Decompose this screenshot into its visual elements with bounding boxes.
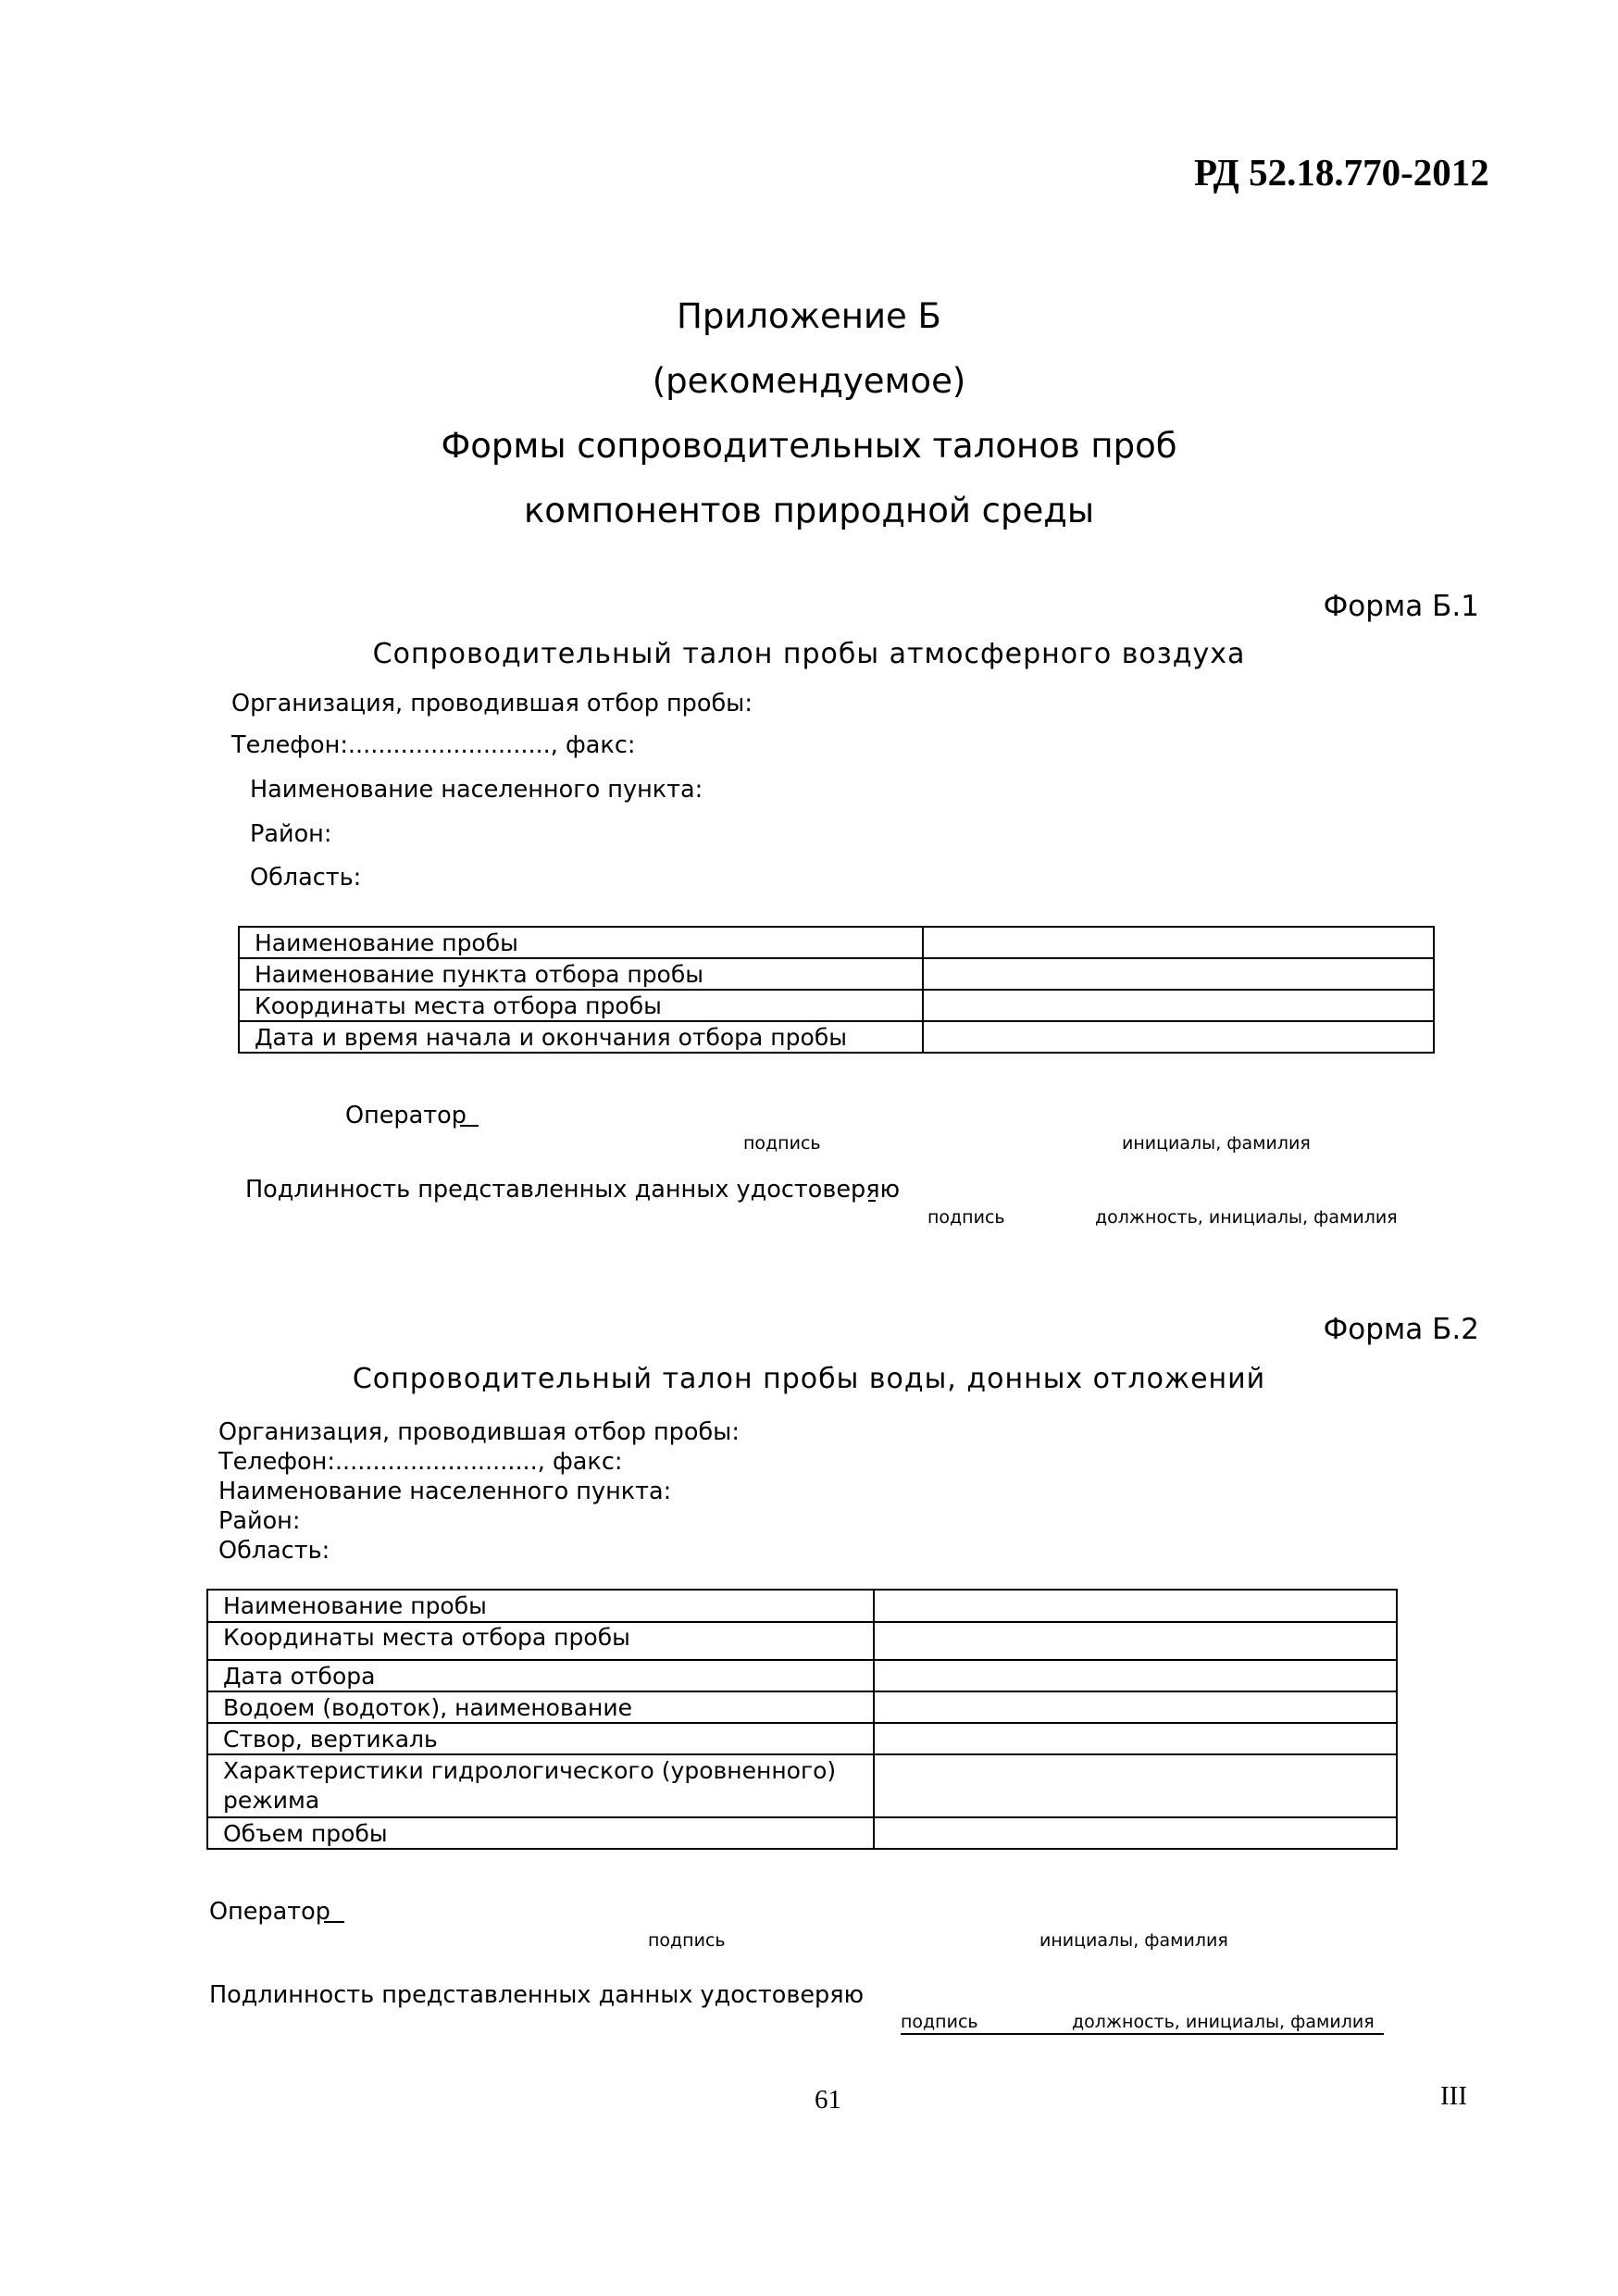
form2-phone-label: Телефон:..........................., факс:: [218, 1448, 623, 1476]
appendix-subtitle: (рекомендуемое): [652, 361, 966, 401]
form2-label: Форма Б.2: [1323, 1313, 1479, 1346]
form2-row-value[interactable]: [874, 1817, 1397, 1849]
form1-operator-line: [460, 1125, 479, 1127]
form2-row-value[interactable]: [874, 1691, 1397, 1723]
form1-certify-label: Подлинность представленных данных удостоверяю: [245, 1176, 901, 1204]
form2-row-value[interactable]: [874, 1754, 1397, 1817]
form2-operator-label: Оператор: [209, 1898, 330, 1926]
document-code: РД 52.18.770-2012: [1194, 151, 1489, 193]
table-row: [207, 1817, 1397, 1849]
form2-row-label: Створ, вертикаль: [207, 1723, 874, 1754]
form1-row-label: Наименование пробы: [239, 927, 923, 958]
table-row: [239, 958, 1434, 990]
form1-settlement-label: Наименование населенного пункта:: [250, 776, 703, 804]
form2-org-label: Организация, проводившая отбор пробы:: [218, 1418, 740, 1446]
form1-label: Форма Б.1: [1323, 590, 1479, 623]
table-row: [239, 927, 1434, 958]
form2-row-label: Наименование пробы: [207, 1590, 874, 1622]
form2-row-value[interactable]: [874, 1723, 1397, 1754]
form2-region-label: Область:: [218, 1537, 330, 1565]
form1-row-label: Дата и время начала и окончания отбора пробы: [239, 1021, 923, 1053]
form2-row-label: Водоем (водоток), наименование: [207, 1691, 874, 1723]
form1-org-label: Организация, проводившая отбор пробы:: [231, 690, 753, 718]
table-row: [207, 1622, 1397, 1660]
form2-row-value[interactable]: [874, 1622, 1397, 1660]
form2-operator-line: [324, 1921, 344, 1923]
form2-signature-caption-2: подпись: [901, 2012, 978, 2032]
form1-row-value[interactable]: [923, 927, 1434, 958]
form2-row-label: Характеристики гидрологического (уровненного) режима: [207, 1754, 874, 1817]
table-row: [207, 1723, 1397, 1754]
page-number: 61: [815, 2085, 841, 2115]
table-row: [239, 990, 1434, 1021]
form2-table: [206, 1589, 1398, 1850]
appendix-heading-line1: Формы сопроводительных талонов проб: [441, 426, 1177, 466]
appendix-title: Приложение Б: [677, 296, 941, 336]
form2-row-label: Объем пробы: [207, 1817, 874, 1849]
form1-phone-label: Телефон:..........................., факс:: [231, 731, 636, 759]
form1-signature-caption-2: подпись: [927, 1207, 1005, 1228]
form1-row-value[interactable]: [923, 1021, 1434, 1053]
form2-row-label: Дата отбора: [207, 1660, 874, 1691]
table-row: [239, 1021, 1434, 1053]
form2-row-value[interactable]: [874, 1590, 1397, 1622]
form2-certify-label: Подлинность представленных данных удостоверяю: [209, 1981, 865, 2009]
form1-name-caption: инициалы, фамилия: [1122, 1133, 1311, 1154]
form2-settlement-label: Наименование населенного пункта:: [218, 1478, 672, 1505]
appendix-heading-line2: компонентов природной среды: [523, 491, 1095, 530]
roman-numeral: III: [1440, 2081, 1467, 2111]
form1-signature-caption: подпись: [743, 1133, 821, 1154]
table-row: [207, 1691, 1397, 1723]
form1-row-label: Координаты места отбора пробы: [239, 990, 923, 1021]
form1-row-value[interactable]: [923, 958, 1434, 990]
form1-table: [238, 926, 1435, 1054]
table-row: [207, 1590, 1397, 1622]
form1-position-caption: должность, инициалы, фамилия: [1095, 1207, 1398, 1228]
form2-signature-caption: подпись: [648, 1930, 726, 1951]
form2-position-caption: должность, инициалы, фамилия: [1072, 2012, 1375, 2032]
form1-district-label: Район:: [250, 820, 332, 848]
form1-certify-line: [868, 1200, 876, 1202]
form1-row-value[interactable]: [923, 990, 1434, 1021]
form2-signature-underline: [901, 2033, 1384, 2035]
form1-operator-label: Оператор: [345, 1102, 467, 1129]
form2-row-value[interactable]: [874, 1660, 1397, 1691]
form2-district-label: Район:: [218, 1507, 301, 1535]
form2-row-label: Координаты места отбора пробы: [207, 1622, 874, 1660]
table-row: [207, 1660, 1397, 1691]
form2-title: Сопроводительный талон пробы воды, донных отложений: [352, 1363, 1266, 1395]
form2-name-caption: инициалы, фамилия: [1039, 1930, 1228, 1951]
form1-row-label: Наименование пункта отбора пробы: [239, 958, 923, 990]
table-row: [207, 1754, 1397, 1817]
form1-region-label: Область:: [250, 864, 362, 892]
form1-title: Сопроводительный талон пробы атмосферного воздуха: [372, 638, 1246, 670]
